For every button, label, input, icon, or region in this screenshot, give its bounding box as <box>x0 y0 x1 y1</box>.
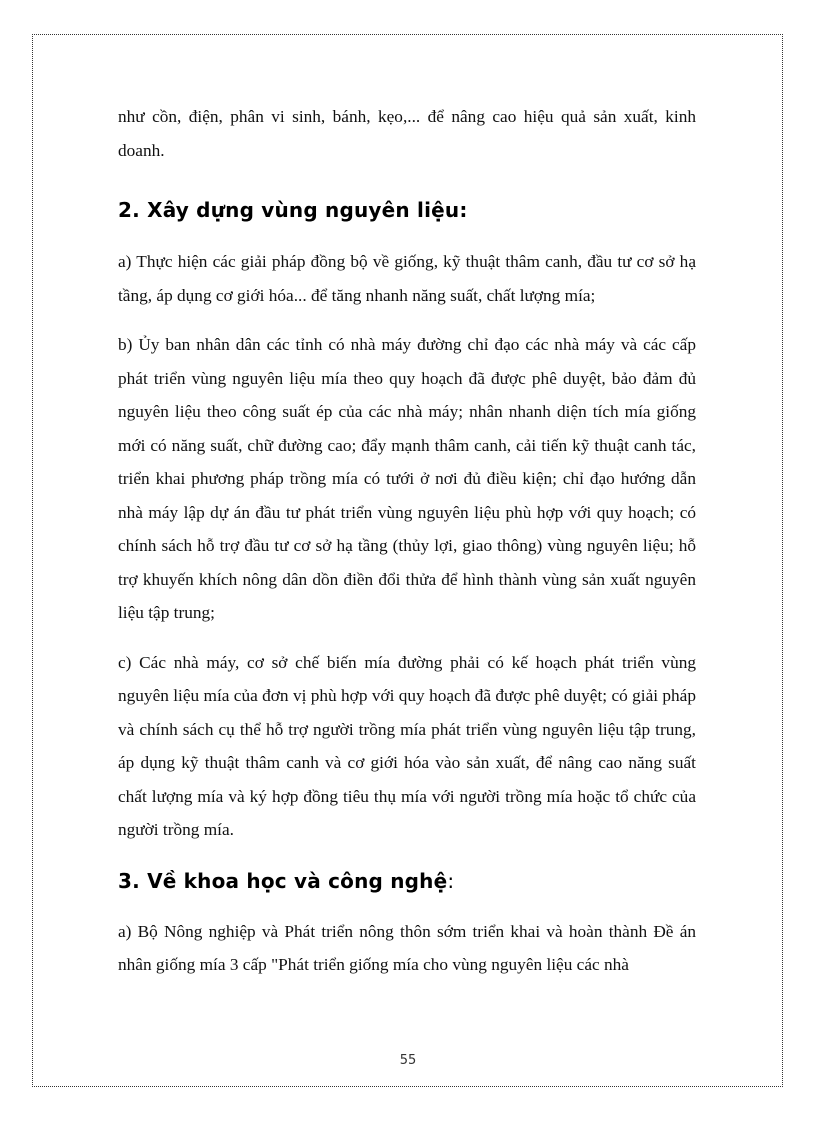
section-2-paragraph-b: b) Ủy ban nhân dân các tỉnh có nhà máy đường chỉ đạo các nhà máy và các cấp phát triển vùng nguyên liệu mía theo quy hoạch đã được phê duyệt, bảo đảm đủ nguyên liệu theo công suất ép của các nhà máy; nhân nhanh diện tích mía giống mới có năng suất, chữ đường cao; đẩy mạnh thâm canh, cải tiến kỹ thuật canh tác, triển khai phương pháp trồng mía có tưới ở nơi đủ điều kiện; chỉ đạo hướng dẫn nhà máy lập dự án đầu tư phát triển vùng nguyên liệu phù hợp với quy hoạch; có chính sách hỗ trợ đầu tư cơ sở hạ tầng (thủy lợi, giao thông) vùng nguyên liệu; hỗ trợ khuyến khích nông dân dồn điền đổi thửa để hình thành vùng sản xuất nguyên liệu tập trung; <box>118 335 696 622</box>
section-3-paragraph-a: a) Bộ Nông nghiệp và Phát triển nông thôn sớm triển khai và hoàn thành Đề án nhân giống mía 3 cấp "Phát triển giống mía cho vùng nguyên liệu các nhà <box>118 921 696 974</box>
page-content <box>118 100 696 982</box>
section-2-paragraph-c: c) Các nhà máy, cơ sở chế biến mía đường phải có kế hoạch phát triển vùng nguyên liệu mía của đơn vị phù hợp với quy hoạch đã được phê duyệt; có giải pháp và chính sách cụ thể hỗ trợ người trồng mía phát triển vùng nguyên liệu tập trung, áp dụng kỹ thuật thâm canh và cơ giới hóa vào sản xuất, để nâng cao năng suất chất lượng mía và ký hợp đồng tiêu thụ mía với người trồng mía hoặc tổ chức của người trồng mía. <box>118 652 696 839</box>
section-2-heading: 2. Xây dựng vùng nguyên liệu: <box>118 198 468 222</box>
section-2-paragraph-a: a) Thực hiện các giải pháp đồng bộ về giống, kỹ thuật thâm canh, đầu tư cơ sở hạ tầng, áp dụng cơ giới hóa... để tăng nhanh năng suất, chất lượng mía; <box>118 252 696 305</box>
section-3-heading <box>118 869 696 893</box>
intro-paragraph: như cồn, điện, phân vi sinh, bánh, kẹo,... để nâng cao hiệu quả sản xuất, kinh doanh. <box>118 107 696 160</box>
section-3-heading-colon: : <box>447 868 455 893</box>
section-3-heading-text: 3. Về khoa học và công nghệ <box>118 868 448 893</box>
page-number: 55 <box>399 1053 417 1068</box>
